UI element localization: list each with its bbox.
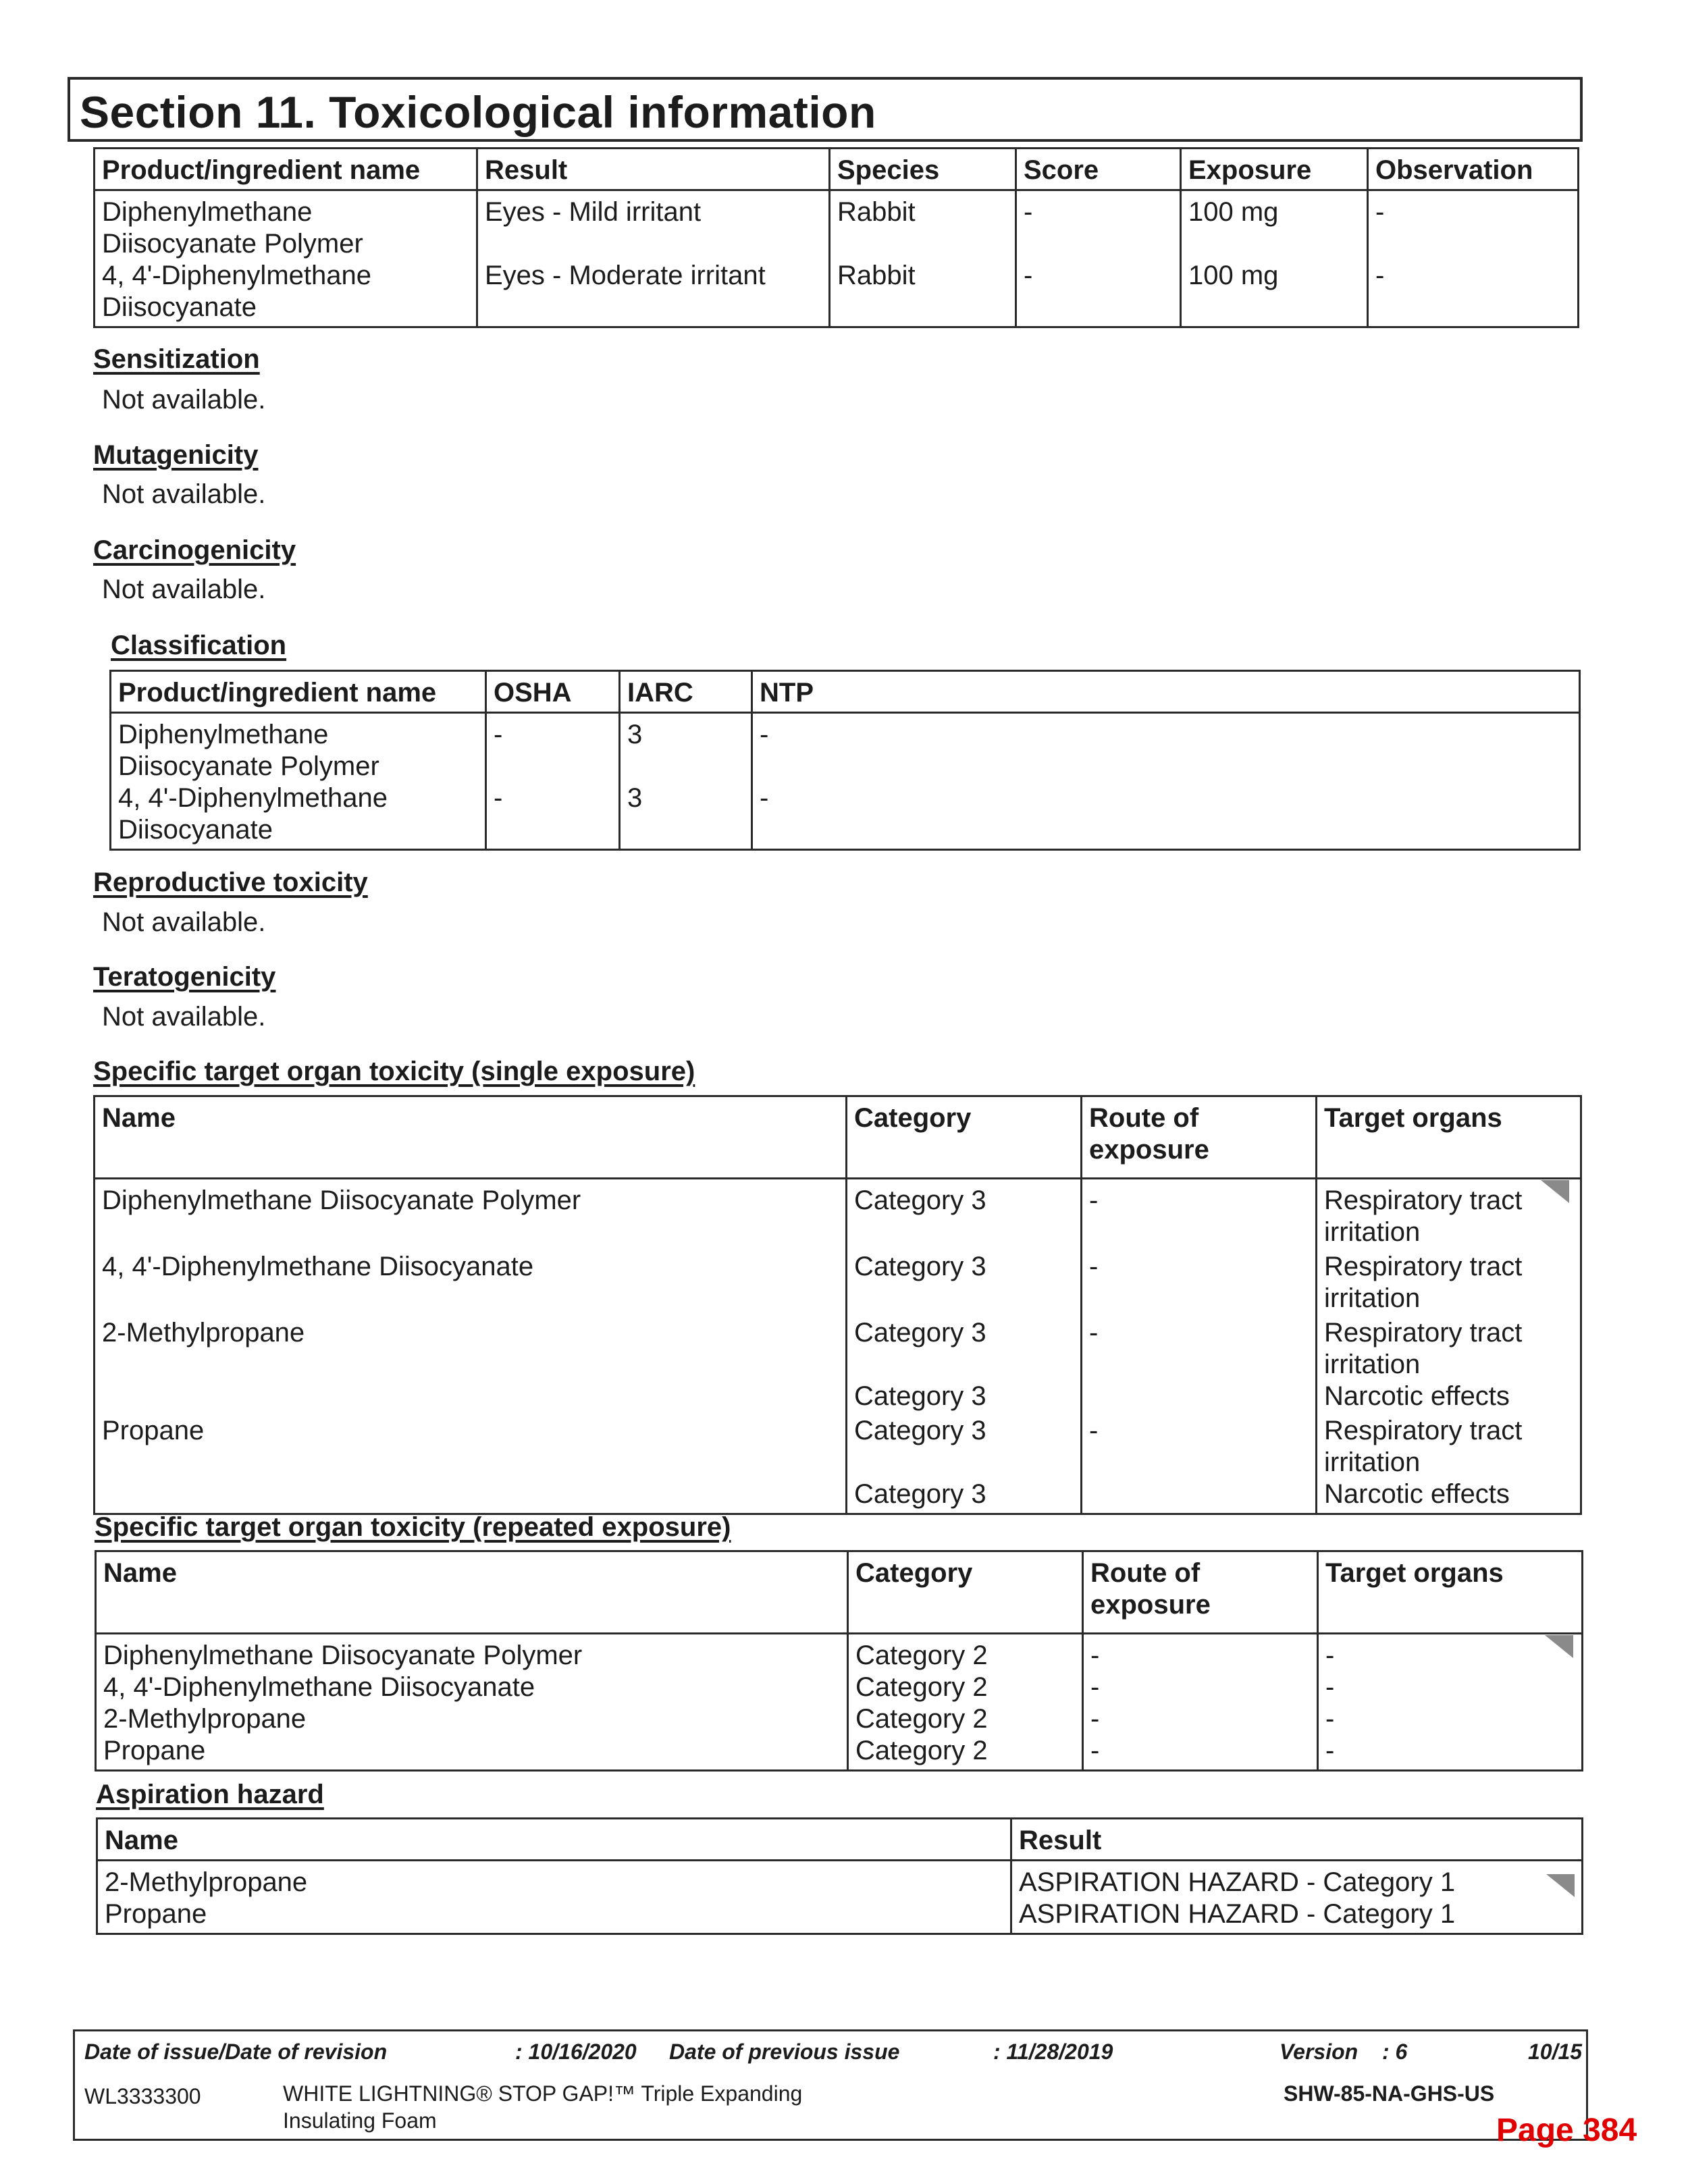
stot-single-col-route: Route of exposure (1082, 1096, 1317, 1179)
organs-cell: - (1318, 1672, 1583, 1703)
table-row (95, 260, 1579, 327)
category-cell: Category 3 (847, 1179, 1082, 1252)
irritation-col-exposure: Exposure (1181, 149, 1368, 190)
species-cell: Rabbit (830, 260, 1016, 327)
category-line: Category 3 (854, 1479, 986, 1509)
classification-col-iarc: IARC (620, 671, 752, 713)
stot-repeated-col-category: Category (848, 1551, 1083, 1634)
category-cell: Category 2 (848, 1735, 1083, 1771)
ingredient-name: 2-Methylpropane (96, 1703, 848, 1735)
product-code: WL3333300 (84, 2084, 201, 2108)
previous-issue-label: Date of previous issue (669, 2040, 900, 2064)
table-row (96, 1672, 1583, 1703)
stot-single-col-category: Category (847, 1096, 1082, 1179)
classification-col-ntp: NTP (752, 671, 1580, 713)
ingredient-name: 4, 4'-Diphenylmethane Diisocyanate (95, 1251, 847, 1317)
version-value: : 6 (1382, 2040, 1408, 2064)
aspiration-header-row (97, 1819, 1583, 1861)
ingredient-name: Propane (96, 1735, 848, 1771)
teratogenicity-text: Not available. (102, 1002, 266, 1032)
irritation-col-observation: Observation (1368, 149, 1579, 190)
organs-cell: Respiratory tract irritation (1317, 1251, 1581, 1317)
organs-cell (1317, 1415, 1581, 1514)
osha-cell: - (486, 713, 620, 783)
section-title: Section 11. Toxicological information (80, 87, 876, 137)
table-row (95, 1179, 1581, 1252)
irritation-table (93, 147, 1579, 328)
classification-col-name: Product/ingredient name (111, 671, 486, 713)
ingredient-name: 4, 4'-Diphenylmethane Diisocyanate (95, 260, 477, 327)
mutagenicity-text: Not available. (102, 479, 266, 509)
aspiration-heading: Aspiration hazard (96, 1780, 324, 1809)
route-cell: - (1082, 1179, 1317, 1252)
osha-cell: - (486, 782, 620, 850)
mutagenicity-heading: Mutagenicity (93, 440, 259, 470)
stot-repeated-heading: Specific target organ toxicity (repeated exposure) (95, 1512, 731, 1542)
reproductive-toxicity-text: Not available. (102, 907, 266, 937)
stot-single-col-name: Name (95, 1096, 847, 1179)
stot-repeated-col-route: Route of exposure (1083, 1551, 1318, 1634)
organ-line: Respiratory tract irritation (1324, 1416, 1523, 1477)
irritation-col-name: Product/ingredient name (95, 149, 477, 190)
aspiration-table (96, 1817, 1583, 1935)
stot-repeated-table (95, 1550, 1583, 1772)
route-cell: - (1082, 1415, 1317, 1514)
table-row (111, 782, 1580, 850)
product-name-line-1: WHITE LIGHTNING® STOP GAP!™ Triple Expanding (283, 2081, 803, 2106)
sensitization-text: Not available. (102, 385, 266, 415)
organs-cell (1317, 1317, 1581, 1415)
score-cell: - (1016, 190, 1181, 261)
carcinogenicity-heading: Carcinogenicity (93, 535, 296, 565)
table-row (97, 1898, 1583, 1934)
classification-header-row (111, 671, 1580, 713)
route-cell: - (1083, 1703, 1318, 1735)
table-row (95, 190, 1579, 261)
category-cell (847, 1415, 1082, 1514)
teratogenicity-heading: Teratogenicity (93, 962, 276, 992)
section-header (68, 77, 1583, 142)
note-corner-icon (1541, 1180, 1569, 1203)
document-code: SHW-85-NA-GHS-US (1284, 2081, 1495, 2106)
previous-issue-value: : 11/28/2019 (993, 2040, 1113, 2064)
table-row (95, 1317, 1581, 1415)
table-row (111, 713, 1580, 783)
result-cell: Eyes - Moderate irritant (477, 260, 830, 327)
stot-repeated-col-name: Name (96, 1551, 848, 1634)
classification-heading: Classification (111, 631, 287, 660)
exposure-cell: 100 mg (1181, 260, 1368, 327)
result-cell: Eyes - Mild irritant (477, 190, 830, 261)
route-cell: - (1083, 1735, 1318, 1771)
organs-cell: - (1318, 1703, 1583, 1735)
category-cell: Category 2 (848, 1634, 1083, 1672)
ingredient-name: Diphenylmethane Diisocyanate Polymer (111, 713, 486, 783)
category-cell: Category 3 (847, 1251, 1082, 1317)
stot-single-table (93, 1095, 1582, 1515)
ntp-cell: - (752, 713, 1580, 783)
organ-line: Narcotic effects (1324, 1381, 1510, 1411)
category-line: Category 3 (854, 1381, 986, 1411)
ingredient-name: 4, 4'-Diphenylmethane Diisocyanate (111, 782, 486, 850)
organ-text: Respiratory tract irritation (1324, 1186, 1523, 1247)
issue-date-label: Date of issue/Date of revision (84, 2040, 388, 2064)
result-cell: ASPIRATION HAZARD - Category 1 (1011, 1861, 1583, 1899)
sensitization-heading: Sensitization (93, 344, 260, 374)
organ-line: Narcotic effects (1324, 1479, 1510, 1509)
ingredient-name: Diphenylmethane Diisocyanate Polymer (96, 1634, 848, 1672)
irritation-col-result: Result (477, 149, 830, 190)
irritation-col-species: Species (830, 149, 1016, 190)
reproductive-toxicity-heading: Reproductive toxicity (93, 868, 368, 897)
ingredient-name: 4, 4'-Diphenylmethane Diisocyanate (96, 1672, 848, 1703)
stot-single-col-organs: Target organs (1317, 1096, 1581, 1179)
carcinogenicity-text: Not available. (102, 575, 266, 604)
table-row (96, 1703, 1583, 1735)
version-label: Version (1280, 2040, 1359, 2064)
ntp-cell: - (752, 782, 1580, 850)
table-row (95, 1251, 1581, 1317)
table-row (95, 1415, 1581, 1514)
ingredient-name: Propane (97, 1898, 1011, 1934)
route-cell: - (1082, 1251, 1317, 1317)
result-cell: ASPIRATION HAZARD - Category 1 (1011, 1898, 1583, 1934)
observation-cell: - (1368, 260, 1579, 327)
stot-single-header-row (95, 1096, 1581, 1179)
page-fraction: 10/15 (1528, 2040, 1583, 2064)
issue-date-value: : 10/16/2020 (515, 2040, 637, 2064)
iarc-cell: 3 (620, 713, 752, 783)
ingredient-name: Diphenylmethane Diisocyanate Polymer (95, 1179, 847, 1252)
document-footer (73, 2029, 1588, 2141)
ingredient-name: Diphenylmethane Diisocyanate Polymer (95, 190, 477, 261)
note-corner-icon (1546, 1874, 1575, 1897)
observation-cell: - (1368, 190, 1579, 261)
irritation-col-score: Score (1016, 149, 1181, 190)
classification-col-osha: OSHA (486, 671, 620, 713)
category-cell: Category 2 (848, 1672, 1083, 1703)
category-line: Category 3 (854, 1416, 986, 1445)
stot-repeated-header-row (96, 1551, 1583, 1634)
category-line: Category 3 (854, 1318, 986, 1348)
exposure-cell: 100 mg (1181, 190, 1368, 261)
aspiration-col-name: Name (97, 1819, 1011, 1861)
page-stamp: Page 384 (1496, 2112, 1637, 2148)
irritation-header-row (95, 149, 1579, 190)
category-cell (847, 1317, 1082, 1415)
product-name-line-2: Insulating Foam (283, 2108, 437, 2133)
table-row (96, 1634, 1583, 1672)
stot-single-heading: Specific target organ toxicity (single exposure) (93, 1057, 695, 1086)
organ-line: Respiratory tract irritation (1324, 1318, 1523, 1379)
route-cell: - (1082, 1317, 1317, 1415)
route-cell: - (1083, 1634, 1318, 1672)
score-cell: - (1016, 260, 1181, 327)
classification-table (109, 670, 1581, 851)
ingredient-name: Propane (95, 1415, 847, 1514)
aspiration-col-result: Result (1011, 1819, 1583, 1861)
table-row (97, 1861, 1583, 1899)
table-row (96, 1735, 1583, 1771)
organs-cell: - (1318, 1634, 1583, 1672)
note-corner-icon (1545, 1635, 1573, 1658)
route-cell: - (1083, 1672, 1318, 1703)
stot-repeated-col-organs: Target organs (1318, 1551, 1583, 1634)
species-cell: Rabbit (830, 190, 1016, 261)
ingredient-name: 2-Methylpropane (95, 1317, 847, 1415)
iarc-cell: 3 (620, 782, 752, 850)
category-cell: Category 2 (848, 1703, 1083, 1735)
ingredient-name: 2-Methylpropane (97, 1861, 1011, 1899)
organs-cell: - (1318, 1735, 1583, 1771)
